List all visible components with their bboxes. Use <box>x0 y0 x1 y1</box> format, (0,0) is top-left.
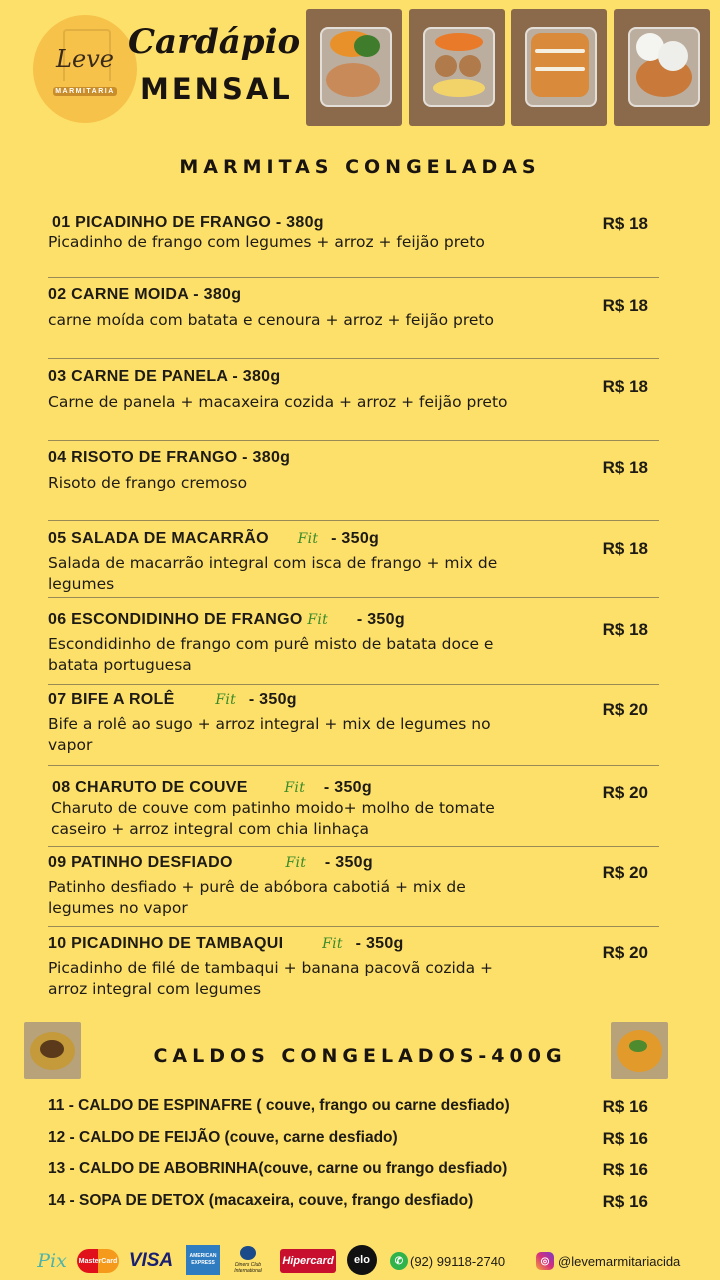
item-name: 06 ESCONDIDINHO DE FRANGO <box>48 611 303 628</box>
item-name: 01 PICADINHO DE FRANGO - 380g <box>52 214 324 231</box>
amex-icon: AMERICAN EXPRESS <box>186 1245 220 1275</box>
item-name: 10 PICADINHO DE TAMBAQUI <box>48 935 284 952</box>
item-weight: - 350g <box>355 935 404 952</box>
fit-label: Fit <box>322 936 343 952</box>
item-desc: Bife a rolê ao sugo + arroz integral + mix de legumes no vapor <box>48 715 491 754</box>
item-name: 08 CHARUTO DE COUVE <box>52 779 248 796</box>
caldo-name: 12 - CALDO DE FEIJÃO (couve, carne desfiado) <box>48 1129 398 1146</box>
food-photo-1 <box>306 9 402 126</box>
caldo-name: 14 - SOPA DE DETOX (macaxeira, couve, frango desfiado) <box>48 1192 474 1209</box>
caldo-price: R$ 16 <box>602 1097 648 1116</box>
section-title-caldos: CALDOS CONGELADOS-400G <box>153 1045 567 1067</box>
item-name-row <box>52 779 658 797</box>
item-name: 09 PATINHO DESFIADO <box>48 854 233 871</box>
item-name-row <box>48 691 658 709</box>
item-name: 05 SALADA DE MACARRÃO <box>48 530 269 547</box>
item-weight: - 350g <box>331 530 380 547</box>
caldo-item-14 <box>48 1192 658 1210</box>
item-name: 02 CARNE MOIDA - 380g <box>48 286 242 303</box>
item-name: 04 RISOTO DE FRANGO - 380g <box>48 449 291 466</box>
item-price: R$ 18 <box>602 377 648 396</box>
menu-item-01 <box>48 214 658 253</box>
fit-label: Fit <box>215 692 237 708</box>
fit-label: Fit <box>307 612 329 628</box>
title-cardapio: Cardápio <box>128 22 301 62</box>
item-desc: Risoto de frango cremoso <box>48 474 248 492</box>
menu-item-02 <box>48 286 658 331</box>
menu-item-10 <box>48 935 658 1000</box>
item-price: R$ 18 <box>602 214 648 233</box>
menu-item-05 <box>48 530 658 595</box>
item-desc: Picadinho de frango com legumes + arroz + feijão preto <box>48 233 485 251</box>
divider <box>48 765 659 766</box>
item-price: R$ 18 <box>602 296 648 315</box>
hipercard-icon: Hipercard <box>280 1249 336 1273</box>
food-photo-4 <box>614 9 710 126</box>
food-photo-2 <box>409 9 505 126</box>
fit-label: Fit <box>297 531 319 547</box>
menu-item-03 <box>48 368 658 413</box>
menu-item-07 <box>48 691 658 756</box>
instagram-icon: ◎ <box>536 1252 554 1270</box>
logo <box>33 15 137 123</box>
item-name: 07 BIFE A ROLÊ <box>48 691 175 708</box>
item-price: R$ 20 <box>602 943 648 962</box>
item-desc: Charuto de couve com patinho moido+ molho de tomate caseiro + arroz integral com chia linhaça <box>51 799 495 838</box>
caldo-item-12 <box>48 1129 658 1147</box>
caldo-name: 11 - CALDO DE ESPINAFRE ( couve, frango ou carne desfiado) <box>48 1097 510 1114</box>
logo-subtitle: MARMITARIA <box>53 87 117 96</box>
divider <box>48 926 659 927</box>
pix-icon: Pix <box>37 1250 67 1272</box>
instagram-handle[interactable]: @levemarmitariacida <box>558 1253 681 1269</box>
divider <box>48 597 659 598</box>
food-photo-3 <box>511 9 607 126</box>
divider <box>48 520 659 521</box>
divider <box>48 846 659 847</box>
visa-icon: VISA <box>128 1250 174 1271</box>
diners-icon <box>226 1244 270 1276</box>
caldo-item-13 <box>48 1160 658 1178</box>
item-name-row <box>48 530 658 548</box>
section-title-marmitas: MARMITAS CONGELADAS <box>179 156 541 178</box>
caldo-item-11 <box>48 1097 658 1115</box>
mastercard-icon: MasterCard <box>77 1249 119 1273</box>
title-mensal: MENSAL <box>140 72 293 106</box>
item-weight: - 350g <box>323 779 372 796</box>
menu-item-08 <box>48 779 658 840</box>
elo-icon: elo <box>347 1245 377 1275</box>
caldo-price: R$ 16 <box>602 1160 648 1179</box>
item-name-row <box>48 935 658 953</box>
item-price: R$ 20 <box>602 863 648 882</box>
caldo-price: R$ 16 <box>602 1129 648 1148</box>
item-name-row <box>48 854 658 872</box>
item-name: 03 CARNE DE PANELA - 380g <box>48 368 281 385</box>
phone-number[interactable]: (92) 99118-2740 <box>410 1253 506 1269</box>
menu-item-04 <box>48 449 658 494</box>
item-price: R$ 18 <box>602 539 648 558</box>
diners-circle-icon <box>240 1246 256 1260</box>
item-desc: Escondidinho de frango com purê misto de batata doce e batata portuguesa <box>48 635 494 674</box>
item-price: R$ 18 <box>602 620 648 639</box>
logo-name: Leve <box>56 45 114 73</box>
item-price: R$ 20 <box>602 783 648 802</box>
divider <box>48 440 659 441</box>
fit-label: Fit <box>285 855 307 871</box>
divider <box>48 358 659 359</box>
item-name-row <box>48 611 658 629</box>
item-weight: - 350g <box>248 691 297 708</box>
whatsapp-icon: ✆ <box>390 1252 408 1270</box>
item-price: R$ 18 <box>602 458 648 477</box>
diners-label: Diners Club International <box>234 1262 262 1274</box>
caldo-name: 13 - CALDO DE ABOBRINHA(couve, carne ou frango desfiado) <box>48 1160 508 1177</box>
fit-label: Fit <box>284 780 306 796</box>
item-desc: Carne de panela + macaxeira cozida + arroz + feijão preto <box>48 393 508 411</box>
divider <box>48 684 659 685</box>
footer <box>0 1240 720 1280</box>
item-desc: Picadinho de filé de tambaqui + banana pacovã cozida + arroz integral com legumes <box>48 959 494 998</box>
menu-item-09 <box>48 854 658 919</box>
caldo-price: R$ 16 <box>602 1192 648 1211</box>
item-price: R$ 20 <box>602 700 648 719</box>
item-desc: Patinho desfiado + purê de abóbora cabotiá + mix de legumes no vapor <box>48 878 466 917</box>
item-desc: carne moída com batata e cenoura + arroz + feijão preto <box>48 311 494 329</box>
menu-item-06 <box>48 611 658 676</box>
item-desc: Salada de macarrão integral com isca de frango + mix de legumes <box>48 554 498 593</box>
divider <box>48 277 659 278</box>
item-weight: - 350g <box>356 611 405 628</box>
item-weight: - 350g <box>324 854 373 871</box>
